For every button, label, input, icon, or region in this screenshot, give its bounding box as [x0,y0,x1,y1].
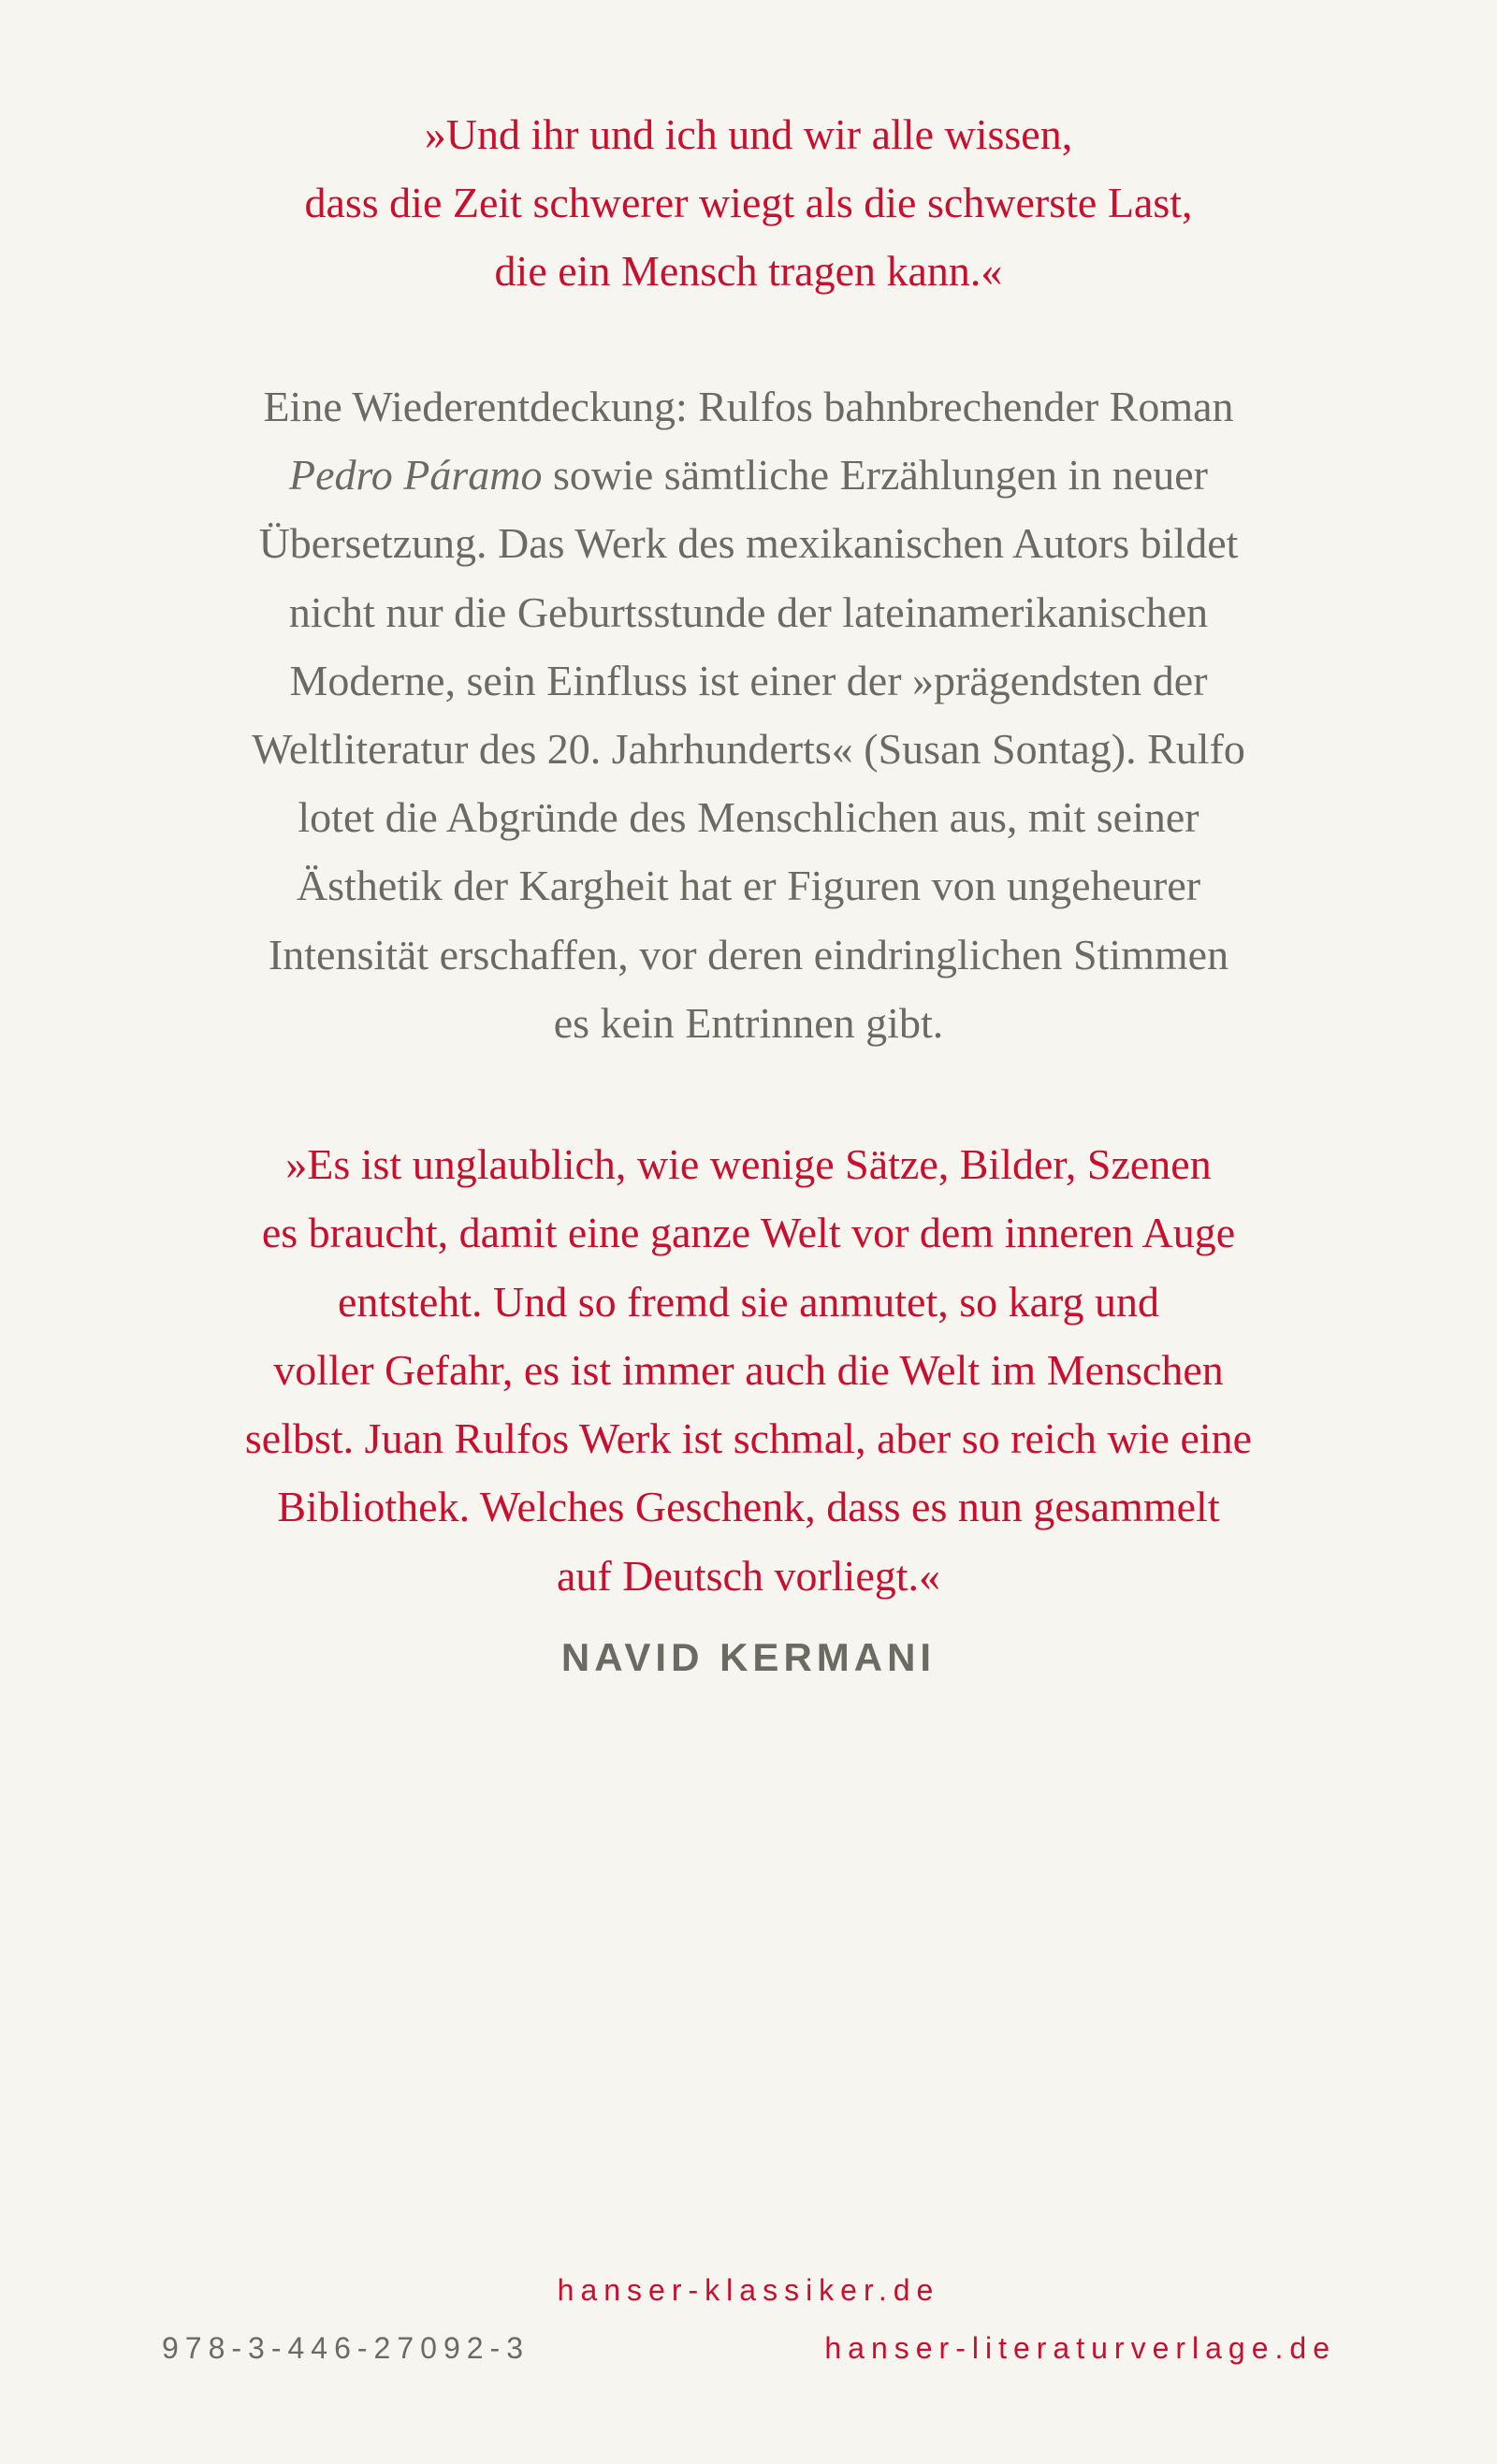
review-quote-line: Bibliothek. Welches Geschenk, dass es nun gesammelt [277,1483,1220,1531]
review-quote-line: es braucht, damit eine ganze Welt vor dem inneren Auge [261,1209,1236,1257]
opening-quote-line: die ein Mensch tragen kann.« [494,247,1003,295]
review-quote-line: auf Deutsch vorliegt.« [556,1551,941,1600]
description-line: Eine Wiederentdeckung: Rulfos bahnbrechender Roman [263,383,1234,430]
description-line [0,441,1497,509]
review-quote [0,1130,1497,1610]
description-line: Übersetzung. Das Werk des mexikanischen Autors bildet [258,519,1239,568]
description-line: lotet die Abgründe des Menschlichen aus, mit seiner [298,793,1199,842]
review-quote-line: selbst. Juan Rulfos Werk ist schmal, aber so reich wie eine [244,1414,1253,1463]
opening-quote [0,100,1497,305]
review-quote-line: voller Gefahr, es ist immer auch die Welt im Menschen [273,1345,1224,1394]
book-description [0,372,1497,1057]
publisher-url[interactable]: hanser-literaturverlage.de [824,2331,1336,2365]
description-line: Intensität erschaffen, vor deren eindringlichen Stimmen [268,930,1229,978]
description-line: es kein Entrinnen gibt. [553,998,944,1047]
review-quote-line: entsteht. Und so fremd sie anmutet, so karg und [337,1277,1160,1326]
book-title: Pedro Páramo [289,451,543,500]
description-line-rest: sowie sämtliche Erzählungen in neuer [542,451,1208,500]
review-quote-line: »Es ist unglaublich, wie wenige Sätze, Bilder, Szenen [285,1140,1212,1188]
opening-quote-line: dass die Zeit schwerer wiegt als die schwerste Last, [304,179,1193,226]
description-line: nicht nur die Geburtsstunde der lateinamerikanischen [288,587,1209,636]
description-line: Moderne, sein Einfluss ist einer der »prägendsten der [289,656,1208,704]
publisher-classics-url[interactable]: hanser-klassiker.de [557,2273,940,2307]
description-line: Ästhetik der Kargheit hat er Figuren von ungeheurer [296,862,1201,910]
quote-author: NAVID KERMANI [560,1635,937,1679]
opening-quote-line: »Und ihr und ich und wir alle wissen, [424,110,1073,158]
description-line: Weltliteratur des 20. Jahrhunderts« (Susan Sontag). Rulfo [252,725,1245,774]
isbn-number: 978-3-446-27092-3 [162,2331,530,2365]
